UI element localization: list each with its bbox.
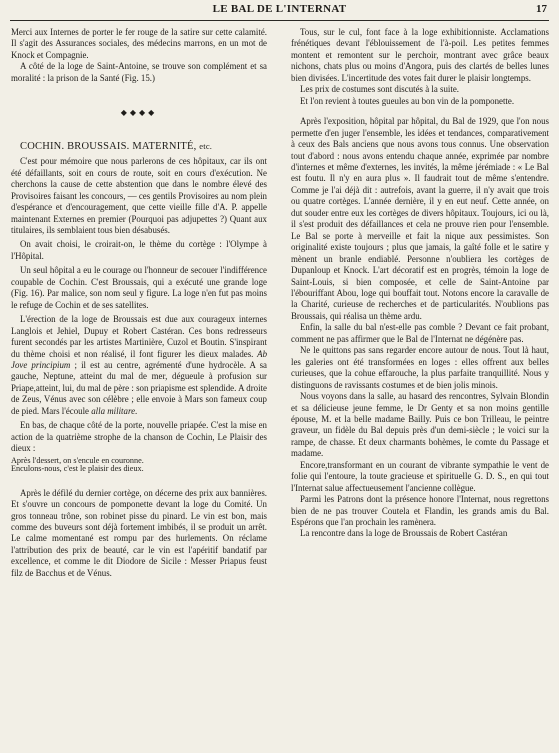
body-paragraph: A côté de la loge de Saint-Antoine, se trouve son complément et sa moralité : la prison de la Santé (Fig. 15.) <box>11 61 267 83</box>
left-column <box>11 27 267 579</box>
text-run: ; il est au centre, agrémenté d'une hydrocèle. A sa gauche, Neptune, atteint du mal de mer, dégueule à profusion sur Priape,atteint, lui, du mal de père : son priapisme est splendide. A droite de Zeus, Vénus avec son célèbre ; elle envoie à Mars son fameux coup de pied. Mars l'écoule <box>11 359 267 416</box>
body-paragraph: Après le défilé du dernier cortège, on décerne des prix aux bannières. Et s'ouvre un concours de pomponette devant la loge du Comité. Un gros tonneau trône, son robinet pisse du pinard. Le vin est bon, mais comme des buveurs sont déjà fortement imbibés, il se produit un arrêt. Le calme momentané est rompu par des hurlements. On réclame l'attribution des prix de beauté, car le vin est l'apéritif bandatif par excellence, et comme le dit Diodore de Sicile : Messer Priapus feust filz de Bacchus et de Vénus. <box>11 487 267 578</box>
text-run: L'érection de la loge de Broussais est due aux courageux internes Langlois et Jehiel, Dupuy et Robert Castéran. Ces bons redresseurs furent secondés par les artistes Martinière, Cuzol et Boutin. S'inspirant du thème choisi et non réalisé, il font figurer les dieux malades. <box>11 314 267 359</box>
page-number: 17 <box>536 3 547 15</box>
body-paragraph: Merci aux Internes de porter le fer rouge de la satire sur cette calamité. Il s'agit des Assurances sociales, des médecins marrons, en un mot de Knock et Compagnie. <box>11 27 267 60</box>
body-paragraph: Encore,transformant en un courant de vibrante sympathie le vent de folie qui l'entoure, la toute gracieuse et spirituelle G. D. S., en qui tout l'Internat salue affectueusement l'ancienne collègue. <box>291 459 549 493</box>
italic-phrase: alla militare <box>91 405 136 416</box>
body-paragraph: Un seul hôpital a eu le courage ou l'honneur de secouer l'indifférence coupable de Cochin. C'est Broussais, qui a exécuté une grande loge (Fig. 16). Par malice, son nom seul y figure. La loge n'en fut pas moins le refuge de Cochin et de ses satellites. <box>11 265 267 310</box>
body-paragraph: La rencontre dans la loge de Broussais de Robert Castéran <box>300 528 508 539</box>
latin-phrase: Ab Jove principium <box>11 348 268 370</box>
section-title <box>11 140 267 153</box>
running-title: LE BAL DE L'INTERNAT <box>212 3 347 15</box>
body-paragraph: C'est pour mémoire que nous parlerons de ces hôpitaux, car ils ont été défaillants, soit en cours de route, soit en cours d'exécution. Ne cherchons la cause de cette abstention que dans le nombre élevé des Provisoires faisant les concours, — ces gentils Provisoires au nom plein d'espérance et d'encouragement, que cette vieille fille d'A. P. appelle maintenant Externes en premier (Pourquoi pas adjupettes ?) Quant aux titulaires, ils semblaient tous bien désabusés. <box>11 156 267 235</box>
body-paragraph: Nous voyons dans la salle, au hasard des rencontres, Sylvain Blondin et sa délicieuse jeune femme, le Dr Genty et sa non moins gentille épouse, M. et la belle madame Bailly. Puis ce bon Trilleau, le peintre graveur, un fidèle du Bal depuis près d'un demi-siècle ; le voici sur la rampe, de chasse. Et deux charmants bohèmes, le comte du Passage et madame. <box>291 391 549 459</box>
body-paragraph-zeus <box>11 314 267 417</box>
page-header <box>10 2 549 21</box>
body-paragraph: Enfin, la salle du bal n'est-elle pas comble ? Devant ce fait probant, comment ne pas affirmer que le Bal de l'Internat ne dégénère pas. <box>291 322 549 344</box>
body-paragraph: Ne le quittons pas sans regarder encore autour de nous. Tout là haut, les galeries ont été transformées en loges : elles offrent aux belles curieuses, que la cohue effarouche, la plus parfaite tranquillité. Nous y distinguons de ravissants costumes et de bien jolis minois. <box>291 345 549 390</box>
verse-line: Enculons-nous, c'est le plaisir des dieux. <box>11 463 144 473</box>
body-paragraph: En bas, de chaque côté de la porte, nouvelle priapée. C'est la mise en action de la quatrième strophe de la chanson de Cochin, Le Plaisir des dieux : <box>11 420 267 454</box>
section-ornament: ◆◆◆◆ <box>120 108 158 118</box>
body-paragraph: Les prix de costumes sont discutés à la suite. <box>300 84 459 95</box>
body-paragraph: On avait choisi, le croirait-on, le thème du cortège : l'Olympe à l'Hôpital. <box>11 239 267 261</box>
body-paragraph: Tous, sur le cul, font face à la loge exhibitionniste. Acclamations frénétiques devant l'éblouissement de l'à-poil. Les petites femmes montent et remontent sur le perchoir, montrant avec grâce beaux nichons, chats plus ou moins d'Angora, puis des clartés de belles lunes bien divisées. L'incertitude des votes fait durer le plaisir longtemps. <box>291 27 549 83</box>
section-title-suffix: etc. <box>199 141 213 152</box>
body-paragraph: Parmi les Patrons dont la présence honore l'Internat, nous regrettons bien de ne pas trouver Coutela et Flandin, les grands amis du Bal. Espérons que l'an prochain les ramènera. <box>291 494 549 528</box>
body-paragraph: Après l'exposition, hôpital par hôpital, du Bal de 1929, que l'on nous permette d'en juger l'ensemble, les idées et tendances, comparativement à ceux des Bals anciens que nous avons tous connus. Une observation tout d'abord : nous avons entendu chaque année, exprimée par nombre d'internes et même d'externes, les invités, la même jérémiade : « Le Bal est foutu. Il n'y en aura plus ». Il faudrait tout de même s'entendre. Comme je l'ai déjà dit : autrefois, avant la guerre, il n'y avait que trois ou quatre cortèges. L'année dernière, il y en eut neuf. Cette année, on dut souder entre eux les cortèges de divers hôpitaux. Toujours, ici ou là, il s'est produit des défaillances et cela ne prouve rien pour l'ensemble. Le Bal se porte à merveille et fait la nique aux pessimistes. Son originalité existe toujours ; plus que jamais, la gaîté folle et le satire y mènent un branle endiablé. Personne n'oubliera les cortèges de Dupanloup et Knock. L'art décoratif est en progrès, témoin la loge de Saint-Louis, si bien composée, et celle de Saint-Antoine par l'ébouriffant Abou, loge qui bouffait tout. Notons encore la caravalle de la Charité, curieuse de recherches et de particularités. N'oublions pas Broussais, qui réalisa un thème ardu. <box>291 116 549 321</box>
right-column <box>291 27 549 540</box>
body-paragraph: Et l'on revient à toutes gueules au bon vin de la pomponette. <box>300 95 515 106</box>
text-run: . <box>135 405 138 416</box>
section-title-text: COCHIN. BROUSSAIS. MATERNITÉ, <box>20 141 197 153</box>
verse-line: Après l'dessert, on s'encule en couronne. <box>11 455 144 465</box>
